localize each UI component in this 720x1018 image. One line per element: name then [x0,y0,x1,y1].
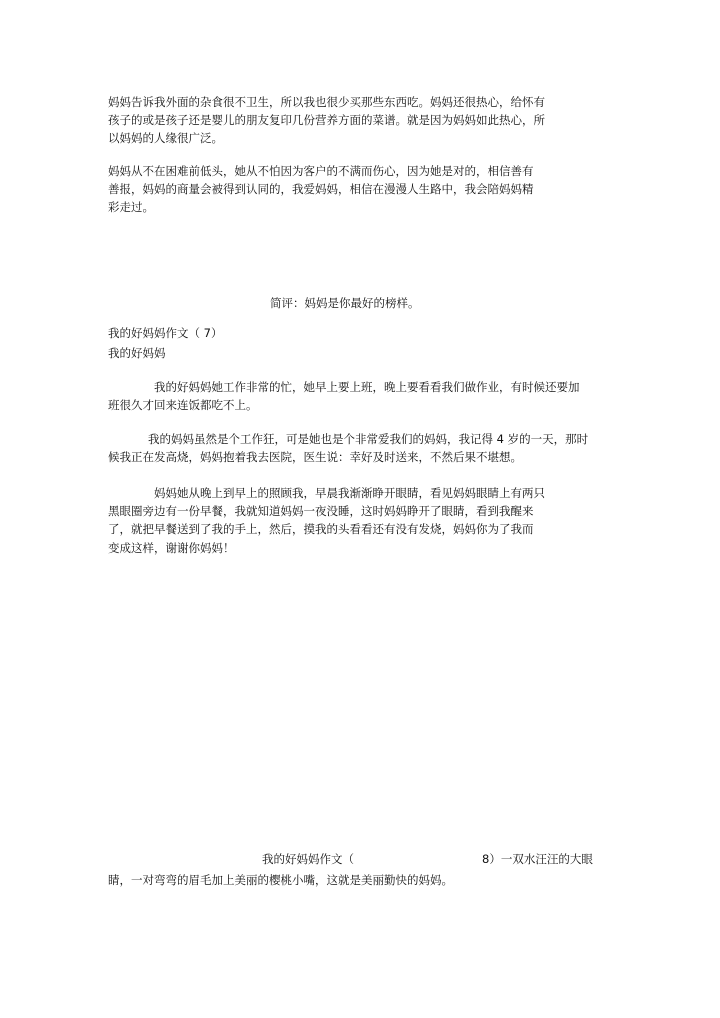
paragraph-line: 睛，一对弯弯的眉毛加上美丽的樱桃小嘴，这就是美丽勤快的妈妈。 [108,873,453,887]
essay-title: 我的好妈妈 [108,346,166,360]
paragraph-line: 我的妈妈虽然是个工作狂，可是她也是个非常爱我们的妈妈，我记得 4 岁的一天，那时 [148,432,589,446]
comment-line: 简评：妈妈是你最好的榜样。 [270,296,420,310]
paragraph-line: 了，就把早餐送到了我的手上，然后，摸我的头看看还有没有发烧，妈妈你为了我而 [108,522,534,536]
paragraph-line: 妈妈告诉我外面的杂食很不卫生，所以我也很少买那些东西吃。妈妈还很热心，给怀有 [108,95,545,109]
essay-heading: 我的好妈妈作文（ 7） [108,326,223,340]
paragraph-line: 善报，妈妈的商量会被得到认同的，我爱妈妈，相信在漫漫人生路中，我会陪妈妈精 [108,182,534,196]
essay-heading-left: 我的好妈妈作文（ [262,852,354,866]
paragraph-line: 孩子的或是孩子还是婴儿的朋友复印几份营养方面的菜谱。就是因为妈妈如此热心，所 [108,113,545,127]
paragraph-line: 候我正在发高烧，妈妈抱着我去医院，医生说：幸好及时送来，不然后果不堪想。 [108,450,522,464]
paragraph-line: 变成这样，谢谢你妈妈！ [108,541,235,555]
paragraph-line: 妈妈她从晚上到早上的照顾我，早晨我渐渐睁开眼睛，看见妈妈眼睛上有两只 [154,486,545,500]
paragraph-line: 以妈妈的人缘很广泛。 [108,131,223,145]
essay-heading-right: 8）一双水汪汪的大眼 [482,852,593,866]
paragraph-line: 我的好妈妈她工作非常的忙，她早上要上班，晚上要看看我们做作业，有时候还要加 [154,380,580,394]
paragraph-line: 妈妈从不在困难前低头，她从不怕因为客户的不满而伤心，因为她是对的，相信善有 [108,164,534,178]
paragraph-line: 彩走过。 [108,200,154,214]
paragraph-line: 班很久才回来连饭都吃不上。 [108,398,258,412]
paragraph-line: 黑眼圈旁边有一份早餐，我就知道妈妈一夜没睡，这时妈妈睁开了眼睛，看到我醒来 [108,504,534,518]
